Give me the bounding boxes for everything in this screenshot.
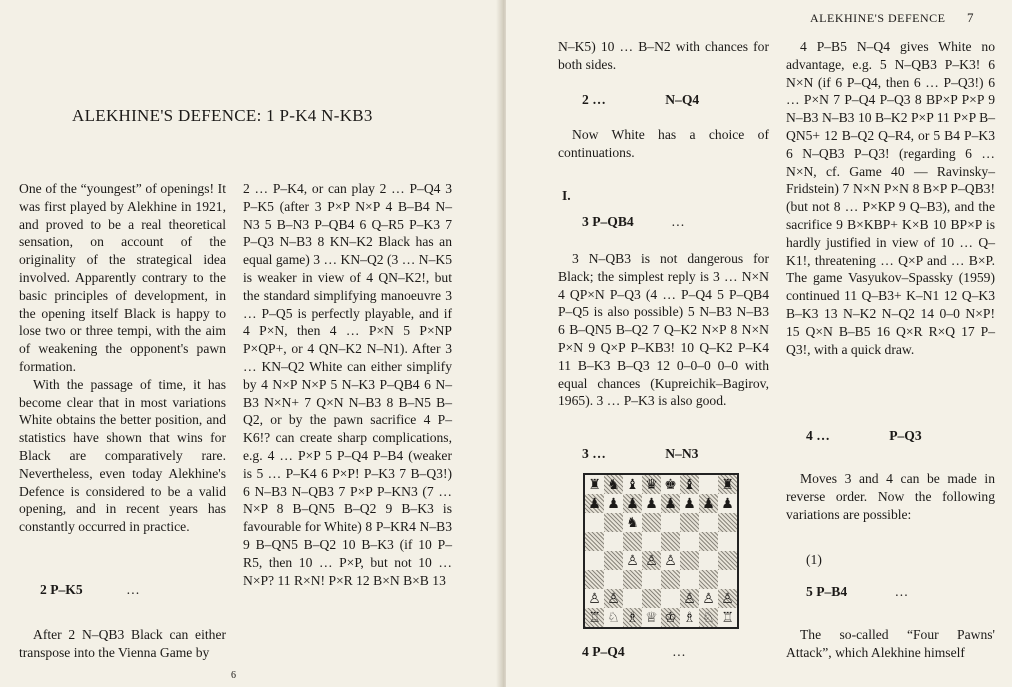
chess-piece: ♟: [588, 495, 601, 512]
chess-piece: ♟: [664, 495, 677, 512]
board-square: [604, 494, 623, 513]
chess-piece: ♖: [721, 609, 734, 626]
board-square: [623, 513, 642, 532]
right-col2-top: [786, 38, 995, 358]
board-square: [642, 551, 661, 570]
chess-piece: ♟: [702, 495, 715, 512]
board-square: [604, 513, 623, 532]
move-3-right: …: [671, 214, 685, 229]
board-square: [585, 551, 604, 570]
chess-piece: ♟: [721, 495, 734, 512]
chess-piece: ♗: [683, 609, 696, 626]
chess-piece: ♙: [626, 552, 639, 569]
right-col1-top: N–K5) 10 … B–N2 with chances for both sides.: [558, 39, 769, 72]
chess-piece: ♕: [645, 609, 658, 626]
page-number-right: 7: [967, 10, 974, 25]
board-square: [699, 475, 718, 494]
board-square: [699, 551, 718, 570]
board-square: [661, 551, 680, 570]
board-square: [623, 494, 642, 513]
chess-piece: ♖: [588, 609, 601, 626]
board-square: [642, 608, 661, 627]
chapter-title: ALEKHINE'S DEFENCE: 1 P-K4 N-KB3: [72, 106, 373, 125]
board-square: [699, 589, 718, 608]
board-square: [661, 570, 680, 589]
board-square: [680, 494, 699, 513]
left-column-1: [19, 180, 226, 536]
chess-piece: ♛: [645, 476, 658, 493]
section-1: (1): [806, 552, 822, 567]
board-square: [642, 532, 661, 551]
board-square: [718, 532, 737, 551]
board-square: [604, 532, 623, 551]
board-square: [623, 608, 642, 627]
board-square: [699, 608, 718, 627]
board-square: [642, 589, 661, 608]
board-square: [699, 570, 718, 589]
move-3-left: 3 P–QB4: [582, 214, 634, 229]
board-square: [623, 532, 642, 551]
section-I: I.: [562, 188, 571, 203]
chess-piece: ♚: [664, 476, 677, 493]
board-square: [604, 475, 623, 494]
chess-diagram: [580, 470, 742, 632]
board-square: [718, 475, 737, 494]
running-head: [810, 10, 974, 26]
board-square: [661, 589, 680, 608]
chess-piece: ♝: [626, 476, 639, 493]
chess-piece: ♘: [607, 609, 620, 626]
board-square: [642, 475, 661, 494]
board-square: [718, 551, 737, 570]
left-column-2: 2 … P–K4, or can play 2 … P–Q4 3 P–K5 (after 3 P×P N×P 4 B–B4 N–N3 5 B–N3 P–QB4 6 Q–R5 P–K3 7 P–Q3 N–B3 8 KN–K2 Black has an equal game) 3 … KN–Q2 (3 … N–K5 is weaker in view of 4 QN–K2!, but the standard simplifying manoeuvre 3 … P–Q5 is perfectly playable, and if 4 P×N, then 4 … P×N 5 P×NP P×QP+, or 4 QN–K2 N–N1). After 3 … KN–Q2 White can either simplify by 4 N×P N×P 5 N–K3 P–QB4 6 N–B3 N×N+ 7 Q×N N–B3 8 B–N5 B–Q2, or by the pawn sacrifice 4 P–K6!? can create sharp complications, e.g. 4 … P×P 5 P–Q4 P–B4 (weaker is 5 … P–K4 6 P×P! P–K3 7 B–Q3!) 6 N–B3 N–QB3 7 P×P P–KN3 (7 … N×P 8 B–QN5 B–Q2 9 B–K3 is favourable for White) 8 P–KR4 N–B3 9 B–QN5 B–Q2 10 B–K3 (if 10 P–R5, then 10 … P×P, but not 10 … N×P? 11 R×N! P×R 12 B×N B×B 13: [243, 181, 452, 588]
move-2-nq4: [582, 92, 699, 108]
chess-piece: ♟: [683, 495, 696, 512]
move-2-right: N–Q4: [665, 92, 700, 107]
paragraph-after-n-qb3: After 2 N–QB3 Black can either transpose into the Vienna Game by: [19, 627, 226, 660]
chess-piece: ♞: [607, 476, 620, 493]
paragraph-4-pb5: 4 P–B5 N–Q4 gives White no advantage, e.g. 5 N–QB3 P–K3! 6 N×N (if 6 P–Q4, then 6 … P–Q3!) 6 … P×N 7 P–Q4 P–Q3 8 BP×P P×P 9 N–B3 N–B3 10 B–K2 P×P 11 P×P B–QN5+ 12 B–Q2 Q–R4, or 5 B4 P–K3 6 N–QB3 P–Q3! (regarding 6 … N×N, cf. Game 40 — Ravinsky–Fridstein) 7 N×N P×N 8 B×P P–QB3! (but not 8 … P×KP 9 Q–B3), and the sacrifice 9 B×KBP+ K×B 10 BP×P is hardly justified in view of 10 … Q–K1!, threatening … Q×P and … B×P. The game Vasyukov–Spassky (1959) continued 11 Q–B3+ K–N1 12 Q–K3 B–K3 13 N–K2 N–Q2 14 0–0 N×P! 15 Q×N B–B5 16 Q×R R×Q 17 P–Q3!, with a quick draw.: [786, 39, 995, 357]
board-square: [718, 494, 737, 513]
left-page: [0, 0, 500, 687]
board-square: [585, 570, 604, 589]
chess-piece: ♜: [721, 476, 734, 493]
board-square: [623, 570, 642, 589]
board-square: [680, 513, 699, 532]
move-4-left: 4 P–Q4: [582, 644, 625, 659]
paragraph-passage: With the passage of time, it has become clear that in most variations White obtains the better position, and statistics have shown that wins for Black are comparatively rare. Nevertheless, even today Alekhine's Defence is considered to be a valid opening, and in recent years has constantly occurred in practice.: [19, 376, 226, 535]
chess-piece: ♝: [683, 476, 696, 493]
board-square: [585, 589, 604, 608]
board-square: [585, 608, 604, 627]
chess-piece: ♗: [626, 609, 639, 626]
board-square: [585, 475, 604, 494]
running-head-title: ALEKHINE'S DEFENCE: [810, 11, 946, 25]
chess-piece: ♞: [626, 514, 639, 531]
board-square: [680, 551, 699, 570]
board-square: [680, 589, 699, 608]
board-square: [661, 608, 680, 627]
board-square: [680, 570, 699, 589]
board-square: [680, 608, 699, 627]
board-square: [623, 589, 642, 608]
right-col1-body: 3 N–QB3 is not dangerous for Black; the simplest reply is 3 … N×N 4 QP×N P–Q3 (4 … P–Q4 5 P–QB4 P–Q5 is also possible) 5 N–B3 N–B3 6 B–QN5 B–Q2 7 Q–K2 N×P 8 N×N P×N 9 Q×P P–KB3! 10 Q–K2 P–K4 11 B–K3 B–Q3 12 0–0–0 0–0 with equal chances (Kupreichik–Bagirov, 1965). 3 … P–K3 is also good.: [558, 251, 769, 409]
move-4-right: …: [672, 644, 686, 659]
move-5-left: 5 P–B4: [806, 584, 848, 599]
board-square: [642, 570, 661, 589]
board-square: [718, 608, 737, 627]
board-square: [604, 608, 623, 627]
move-4-pq4: [582, 644, 686, 660]
chess-piece: ♘: [702, 609, 715, 626]
right-col1-choice: Now White has a choice of continuations.: [558, 127, 769, 160]
chess-piece: ♜: [588, 476, 601, 493]
move-2-label: 2 P–K5: [40, 582, 83, 597]
chess-piece: ♙: [607, 590, 620, 607]
paragraph-intro: One of the “youngest” of openings! It was first played by Alekhine in 1921, and proved to be a real theoretical sensation, on account of the originality of the strategical idea involved. Apparently contrary to the basic principles of development, in the opening itself Black is happy to lose two or three tempi, with the aim of weakening the opponent's pawn formation.: [19, 181, 226, 374]
board-square: [718, 589, 737, 608]
board-square: [604, 570, 623, 589]
board-square: [718, 513, 737, 532]
chess-piece: ♟: [607, 495, 620, 512]
chess-piece: ♔: [664, 609, 677, 626]
move-3-pqb4: [582, 214, 685, 230]
board-square: [661, 494, 680, 513]
board-square: [718, 570, 737, 589]
move-3-nn3: [582, 446, 698, 462]
board-square: [642, 494, 661, 513]
page-number-left: 6: [231, 670, 236, 681]
board-square: [585, 494, 604, 513]
board-square: [661, 513, 680, 532]
board-square: [661, 532, 680, 551]
move-4b-left: 4 …: [806, 428, 830, 443]
board-square: [680, 475, 699, 494]
board-square: [699, 513, 718, 532]
move-5-right: …: [894, 584, 909, 599]
board-square: [623, 475, 642, 494]
board-square: [642, 513, 661, 532]
board-square: [604, 551, 623, 570]
move-2-left: 2 …: [582, 92, 606, 107]
right-col2-bottom: The so-called “Four Pawns' Attack”, which Alekhine himself: [786, 627, 995, 660]
move-5-pb4: [806, 584, 908, 600]
move-4-pq3: [806, 428, 922, 444]
chess-piece: ♙: [702, 590, 715, 607]
chess-piece: ♙: [645, 552, 658, 569]
chess-piece: ♙: [664, 552, 677, 569]
board-square: [680, 532, 699, 551]
chess-piece: ♟: [645, 495, 658, 512]
move-2-dots: …: [126, 582, 140, 597]
board-square: [699, 532, 718, 551]
chess-piece: ♟: [626, 495, 639, 512]
chess-piece: ♙: [588, 590, 601, 607]
move-3b-left: 3 …: [582, 446, 606, 461]
board-square: [604, 589, 623, 608]
board-square: [623, 551, 642, 570]
chess-piece: ♙: [721, 590, 734, 607]
board-square: [699, 494, 718, 513]
board-square: [585, 532, 604, 551]
move-2-pk5: [40, 582, 140, 598]
board-square: [585, 513, 604, 532]
move-4b-right: P–Q3: [889, 428, 922, 443]
chess-board: [583, 473, 739, 629]
board-square: [661, 475, 680, 494]
move-3b-right: N–N3: [665, 446, 699, 461]
chess-piece: ♙: [683, 590, 696, 607]
right-col2-mid: Moves 3 and 4 can be made in reverse order. Now the following variations are possible:: [786, 471, 995, 522]
